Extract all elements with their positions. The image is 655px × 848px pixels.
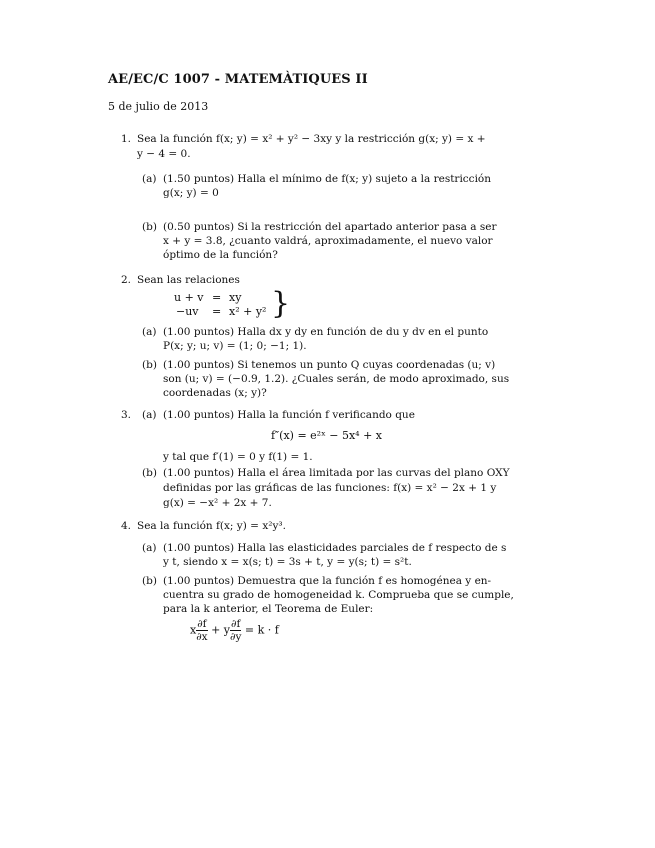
euler-equation: [190, 618, 279, 643]
q2a-line-2: P(x; y; u; v) = (1; 0; −1; 1).: [163, 340, 307, 352]
q2-eq2-left: −uv: [176, 305, 199, 318]
q4-intro: Sea la función f(x; y) = x²y³.: [137, 520, 286, 532]
euler-dy: ∂y: [230, 631, 242, 643]
q1b-label: (b): [142, 221, 157, 233]
euler-x: x: [190, 623, 197, 637]
q1b-line-3: óptimo de la función?: [163, 249, 278, 261]
q3a-equation: f″(x) = e²ˣ − 5x⁴ + x: [271, 429, 382, 442]
q1b-line-1: (0.50 puntos) Si la restricción del apartado anterior pasa a ser: [163, 221, 497, 233]
q4b-line-3: para la k anterior, el Teorema de Euler:: [163, 603, 374, 615]
q4a-label: (a): [142, 542, 157, 554]
euler-dx: ∂x: [196, 631, 208, 643]
q1-line-2: y − 4 = 0.: [137, 148, 191, 160]
q3a-line-2: y tal que f′(1) = 0 y f(1) = 1.: [163, 451, 313, 463]
q4a-line-1: (1.00 puntos) Halla las elasticidades parciales de f respecto de s: [163, 542, 507, 554]
q1a-line-1: (1.50 puntos) Halla el mínimo de f(x; y) sujeto a la restricción: [163, 173, 492, 185]
q3a-label: (a): [142, 409, 157, 421]
euler-df-2: ∂f: [231, 618, 241, 630]
q4b-line-1: (1.00 puntos) Demuestra que la función f es homogénea y en-: [163, 575, 492, 587]
q1a-line-2: g(x; y) = 0: [163, 187, 219, 199]
euler-frac-x: [196, 618, 207, 643]
q4-number: 4.: [121, 520, 132, 532]
exam-title: AE/EC/C 1007 - MATEMÀTIQUES II: [108, 72, 368, 87]
q3b-line-3: g(x) = −x² + 2x + 7.: [163, 497, 272, 509]
q2-eq1-right: xy: [229, 291, 242, 304]
q3b-line-1: (1.00 puntos) Halla el área limitada por las curvas del plano OXY: [163, 467, 510, 479]
euler-plus-y: + y: [211, 623, 231, 637]
q3b-label: (b): [142, 467, 157, 479]
q1b-line-2: x + y = 3.8, ¿cuanto valdrá, aproximadamente, el nuevo valor: [163, 235, 493, 247]
q2b-line-2: son (u; v) = (−0.9, 1.2). ¿Cuales serán, de modo aproximado, sus: [163, 373, 510, 385]
q3a-line-1: (1.00 puntos) Halla la función f verificando que: [163, 409, 415, 421]
exam-date: 5 de julio de 2013: [108, 100, 209, 113]
q2-eq2-operator: =: [212, 305, 222, 318]
q3b-line-2: definidas por las gráficas de las funciones: f(x) = x² − 2x + 1 y: [163, 482, 497, 494]
q1-number: 1.: [121, 133, 132, 145]
q2b-label: (b): [142, 359, 157, 371]
q2-brace: }: [271, 286, 291, 321]
q2-intro: Sean las relaciones: [137, 274, 240, 286]
q2-eq1-operator: =: [212, 291, 222, 304]
q2a-line-1: (1.00 puntos) Halla dx y dy en función de du y dv en el punto: [163, 326, 489, 338]
q1-line-1: Sea la función f(x; y) = x² + y² − 3xy y la restricción g(x; y) = x +: [137, 133, 486, 145]
q4b-label: (b): [142, 575, 157, 587]
euler-df-1: ∂f: [197, 618, 207, 630]
q2-eq1-left: u + v: [174, 291, 204, 304]
q4a-line-2: y t, siendo x = x(s; t) = 3s + t, y = y(s; t) = s²t.: [163, 556, 412, 568]
q1a-label: (a): [142, 173, 157, 185]
q4b-line-2: cuentra su grado de homogeneidad k. Comprueba que se cumple,: [163, 589, 514, 601]
q2a-label: (a): [142, 326, 157, 338]
euler-frac-y: [230, 618, 241, 643]
q2-number: 2.: [121, 274, 132, 286]
euler-rhs: = k · f: [244, 623, 279, 637]
q3-number: 3.: [121, 409, 132, 421]
q2-eq2-right: x² + y²: [229, 305, 267, 318]
q2b-line-3: coordenadas (x; y)?: [163, 387, 267, 399]
q2b-line-1: (1.00 puntos) Si tenemos un punto Q cuyas coordenadas (u; v): [163, 359, 496, 371]
